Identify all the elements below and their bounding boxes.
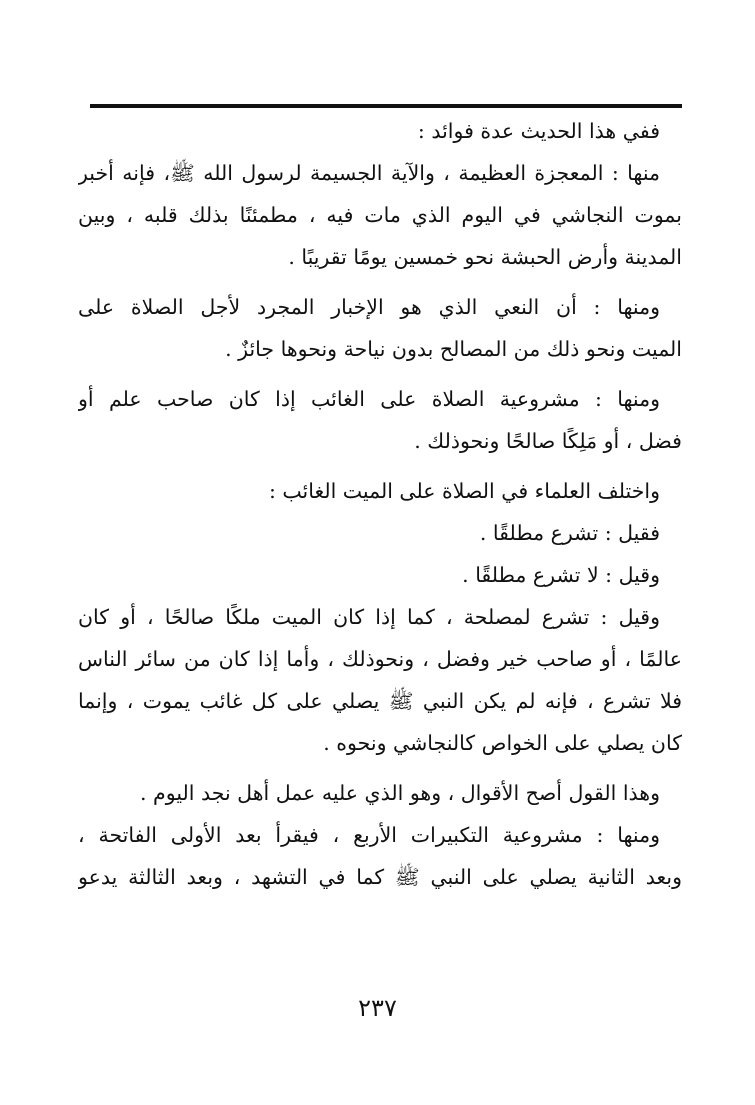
page-number: ٢٣٧ — [358, 994, 397, 1022]
text-line: فضل ، أو مَلِكًا صالحًا ونحوذلك . — [414, 429, 682, 453]
text-line: ومنها : مشروعية التكبيرات الأربع ، فيقرأ بعد الأولى الفاتحة ، — [78, 823, 660, 847]
paragraph-benefit-takbirat — [78, 814, 682, 898]
paragraph-opinion-conditional — [78, 596, 682, 764]
paragraph-intro — [78, 110, 682, 152]
paragraph-benefit-announcement — [78, 286, 682, 370]
header-rule — [90, 104, 682, 108]
paragraph-preferred-opinion — [78, 772, 682, 814]
text-line: واختلف العلماء في الصلاة على الميت الغائب : — [268, 479, 660, 503]
text-line: ففي هذا الحديث عدة فوائد : — [417, 119, 660, 143]
text-line: ومنها : أن النعي الذي هو الإخبار المجرد لأجل الصلاة على — [78, 295, 660, 319]
text-line: عالمًا ، أو صاحب خير وفضل ، ونحوذلك ، وأما إذا كان من سائر الناس — [78, 647, 682, 671]
paragraph-opinion-never — [78, 554, 682, 596]
paragraph-benefit-miracle — [78, 152, 682, 278]
paragraph-disagreement — [78, 470, 682, 512]
text-line: فقيل : تشرع مطلقًا . — [479, 521, 660, 545]
text-line: ومنها : مشروعية الصلاة على الغائب إذا كان صاحب علم أو — [78, 387, 660, 411]
text-line: المدينة وأرض الحبشة نحو خمسين يومًا تقريبًا . — [288, 245, 682, 269]
text-line: الميت ونحو ذلك من المصالح بدون نياحة ونحوها جائزٌ . — [225, 337, 682, 361]
text-line: فلا تشرع ، فإنه لم يكن النبي ﷺ يصلي على كل غائب يموت ، وإنما — [78, 689, 682, 713]
paragraph-opinion-always — [78, 512, 682, 554]
paragraph-benefit-absent-prayer — [78, 378, 682, 462]
text-line: كان يصلي على الخواص كالنجاشي ونحوه . — [323, 731, 682, 755]
text-line: وقيل : تشرع لمصلحة ، كما إذا كان الميت ملكًا صالحًا ، أو كان — [78, 605, 660, 629]
page-text — [78, 110, 682, 898]
text-line: وبعد الثانية يصلي على النبي ﷺ كما في التشهد ، وبعد الثالثة يدعو — [78, 865, 682, 889]
text-line: وهذا القول أصح الأقوال ، وهو الذي عليه عمل أهل نجد اليوم . — [140, 781, 660, 805]
text-line: وقيل : لا تشرع مطلقًا . — [462, 563, 660, 587]
text-line: بموت النجاشي في اليوم الذي مات فيه ، مطمئنًا بذلك قلبه ، وبين — [78, 203, 682, 227]
text-line: منها : المعجزة العظيمة ، والآية الجسيمة لرسول الله ﷺ، فإنه أخبر — [78, 161, 660, 185]
